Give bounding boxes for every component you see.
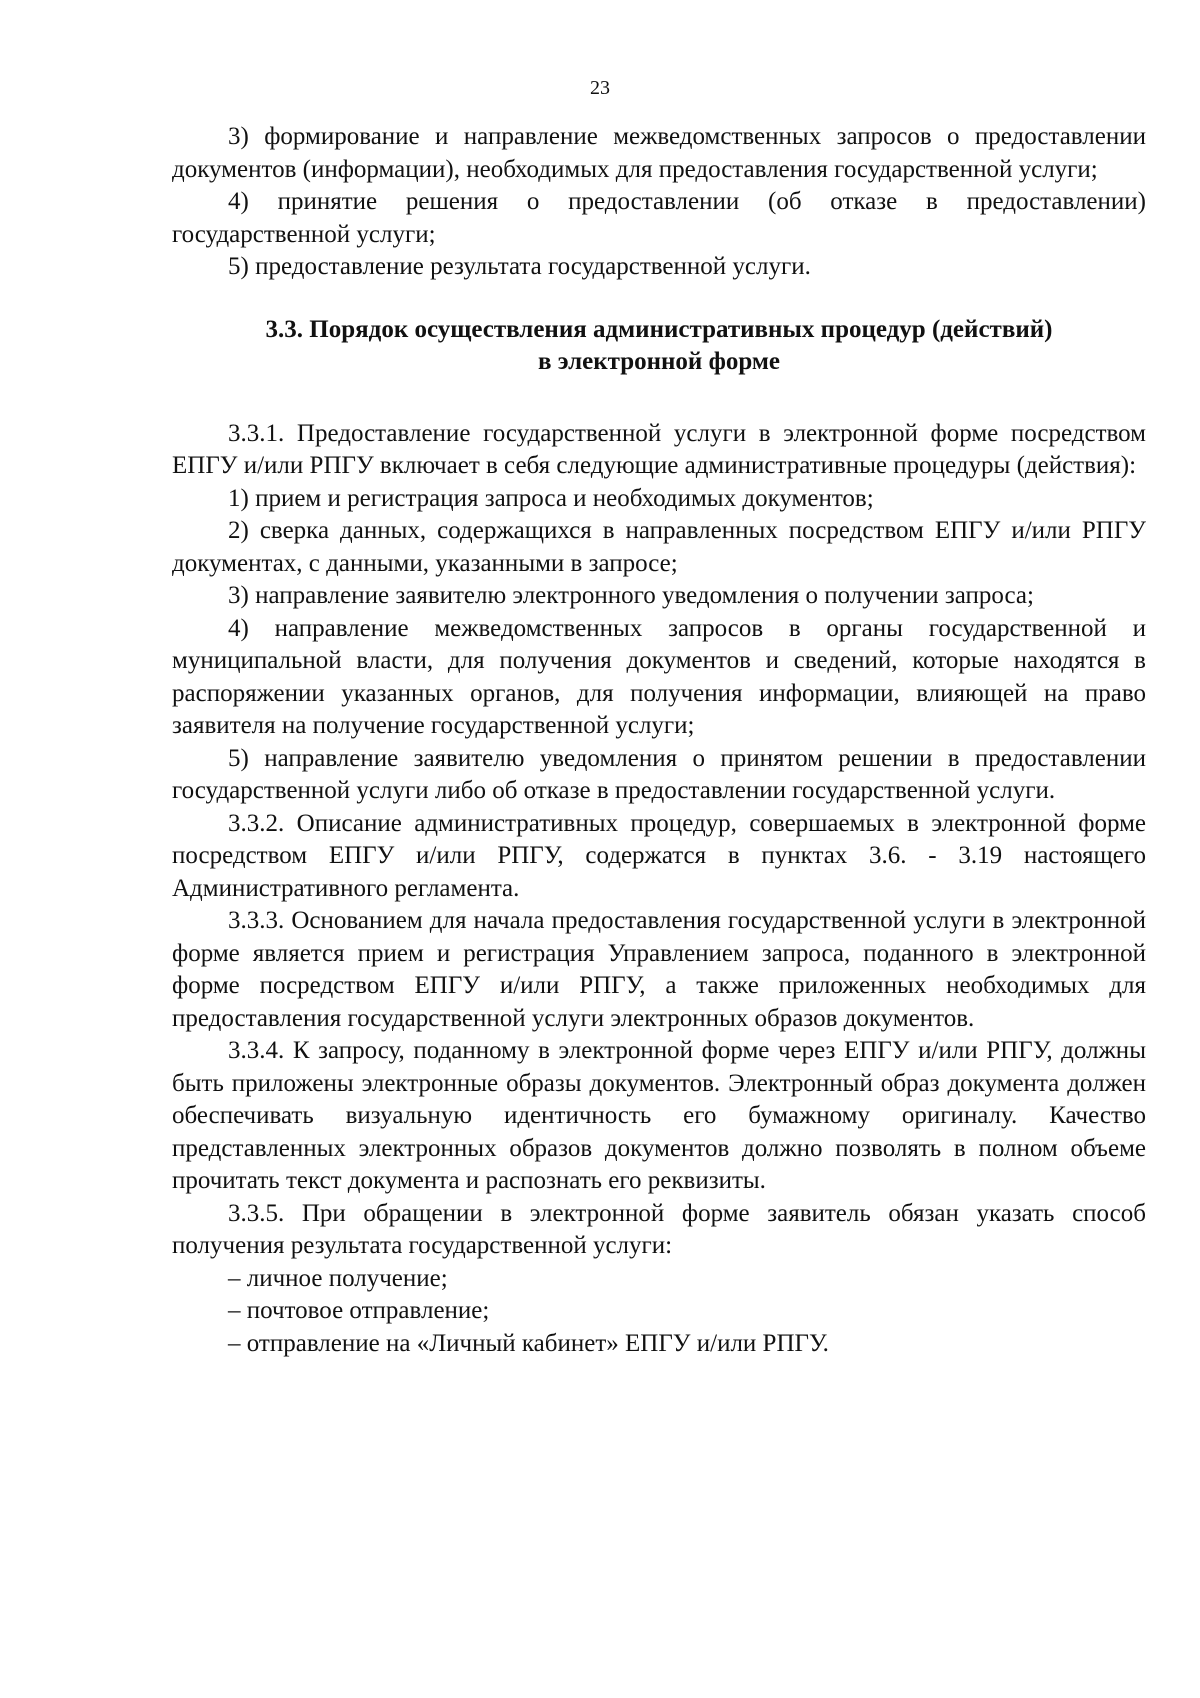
delivery-method-postal: – почтовое отправление; (228, 1297, 490, 1324)
intro-item-3: 3) формирование и направление межведомственных запросов о предоставлении документов (информации), необходимых для предоставления государственной услуги; (172, 123, 1146, 183)
document-body (172, 121, 1146, 1360)
procedure-item-3: 3) направление заявителю электронного уведомления о получении запроса; (228, 582, 1034, 609)
paragraph-3-3-4: 3.3.4. К запросу, поданному в электронной форме через ЕПГУ и/или РПГУ, должны быть приложены электронные образы документов. Электронный образ документа должен обеспечивать визуальную идентичность его бумажному оригиналу. Качество представленных электронных образов документов должно позволять в полном объеме прочитать текст документа и распознать его реквизиты. (172, 1037, 1146, 1194)
delivery-method-cabinet: – отправление на «Личный кабинет» ЕПГУ и/или РПГУ. (228, 1329, 829, 1357)
procedure-item-1: 1) прием и регистрация запроса и необходимых документов; (228, 484, 874, 512)
paragraph-3-3-5: 3.3.5. При обращении в электронной форме заявитель обязан указать способ получения результата государственной услуги: (172, 1199, 1146, 1259)
delivery-method-personal: – личное получение; (228, 1264, 448, 1292)
paragraph-3-3-3: 3.3.3. Основанием для начала предоставления государственной услуги в электронной форме является прием и регистрация Управлением запроса, поданного в электронной форме посредством ЕПГУ и/или РПГУ, а также приложенных необходимых для предоставления государственной услуги электронных образов документов. (172, 907, 1146, 1032)
paragraph-3-3-2: 3.3.2. Описание административных процедур, совершаемых в электронной форме посредством ЕПГУ и/или РПГУ, содержатся в пунктах 3.6. - 3.19 настоящего Административного регламента. (172, 809, 1146, 902)
intro-item-4: 4) принятие решения о предоставлении (об отказе в предоставлении) государственной услуги; (172, 188, 1146, 248)
procedure-item-4: 4) направление межведомственных запросов в органы государственной и муниципальной власти, для получения документов и сведений, которые находятся в распоряжении указанных органов, для получения информации, влияющей на право заявителя на получение государственной услуги; (172, 614, 1146, 739)
page-number: 23 (590, 77, 610, 99)
paragraph-3-3-1: 3.3.1. Предоставление государственной услуги в электронной форме посредством ЕПГУ и/или РПГУ включает в себя следующие административные процедуры (действия): (172, 419, 1146, 479)
section-heading-line-2: в электронной форме (537, 348, 781, 375)
procedure-item-2: 2) сверка данных, содержащихся в направленных посредством ЕПГУ и/или РПГУ документах, с данными, указанными в запросе; (172, 517, 1146, 577)
section-heading-line-1: 3.3. Порядок осуществления административных процедур (действий) (265, 315, 1053, 343)
intro-item-5: 5) предоставление результата государственной услуги. (228, 253, 811, 280)
procedure-item-5: 5) направление заявителю уведомления о принятом решении в предоставлении государственной услуги либо об отказе в предоставлении государственной услуги. (172, 744, 1146, 804)
section-heading (172, 314, 1146, 379)
